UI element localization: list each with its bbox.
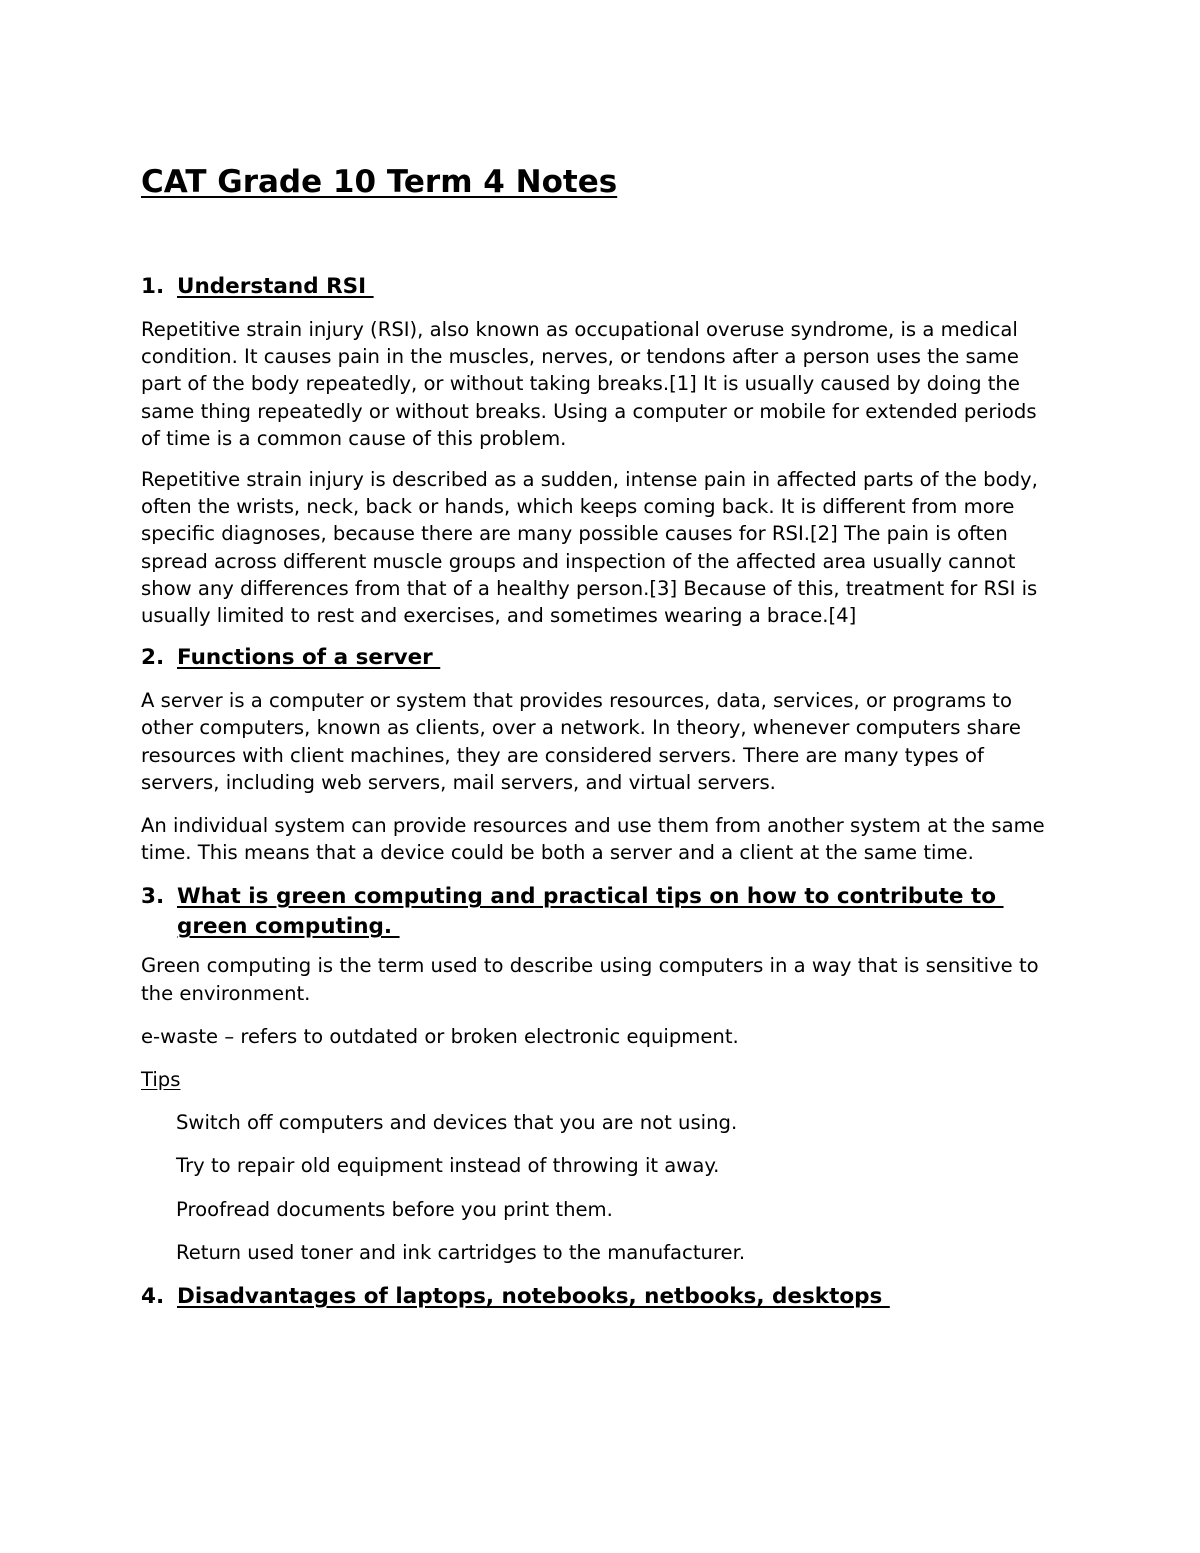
section-heading-rsi [141,272,1061,302]
tip-item: Try to repair old equipment instead of throwing it away. [176,1154,720,1178]
tip-item: Switch off computers and devices that you are not using. [176,1111,738,1135]
section-heading-green-computing [141,882,1061,942]
tip-item: Return used toner and ink cartridges to the manufacturer. [176,1240,746,1264]
section-number: 1. [141,274,165,299]
section-number: 2. [141,645,165,671]
paragraph: Repetitive strain injury (RSI), also known as occupational overuse syndrome, is a medical condition. It causes pain in the muscles, nerves, or tendons after a person uses the same part of the body repeatedly, or without taking breaks.[1] It is usually caused by doing the same thing repeatedly or without breaks. Using a computer or mobile for extended periods of time is a common cause of this problem. [141,318,1037,450]
section-title: What is green computing and practical tips on how to contribute to green computing. [177,884,1004,940]
paragraph: An individual system can provide resources and use them from another system at the same time. This means that a device could be both a server and a client at the same time. [141,814,1045,865]
section-number: 4. [141,1284,165,1310]
section-number: 3. [141,884,165,910]
paragraph: A server is a computer or system that provides resources, data, services, or programs to other computers, known as clients, over a network. In theory, whenever computers share resources with client machines, they are considered servers. There are many types of servers, including web servers, mail servers, and virtual servers. [141,689,1021,794]
tips-label-text: Tips [141,1068,181,1092]
section-heading-server [141,643,1061,673]
section-heading-disadvantages [141,1282,1061,1312]
section-title: Functions of a server [177,645,441,671]
section-title: Understand RSI [177,274,374,299]
section-title: Disadvantages of laptops, notebooks, netbooks, desktops [177,1284,890,1310]
tips-label [141,1066,1061,1093]
tip-item: Proofread documents before you print them. [176,1197,613,1221]
document-page [141,160,1061,1312]
document-title: CAT Grade 10 Term 4 Notes [141,164,618,200]
paragraph: e-waste – refers to outdated or broken electronic equipment. [141,1024,739,1048]
paragraph: Repetitive strain injury is described as a sudden, intense pain in affected parts of the body, often the wrists, neck, back or hands, which keeps coming back. It is different from more specific diagnoses, because there are many possible causes for RSI.[2] The pain is often spread across different muscle groups and inspection of the affected area usually cannot show any differences from that of a healthy person.[3] Because of this, treatment for RSI is usually limited to rest and exercises, and sometimes wearing a brace.[4] [141,468,1038,628]
paragraph: Green computing is the term used to describe using computers in a way that is sensitive to the environment. [141,954,1039,1005]
